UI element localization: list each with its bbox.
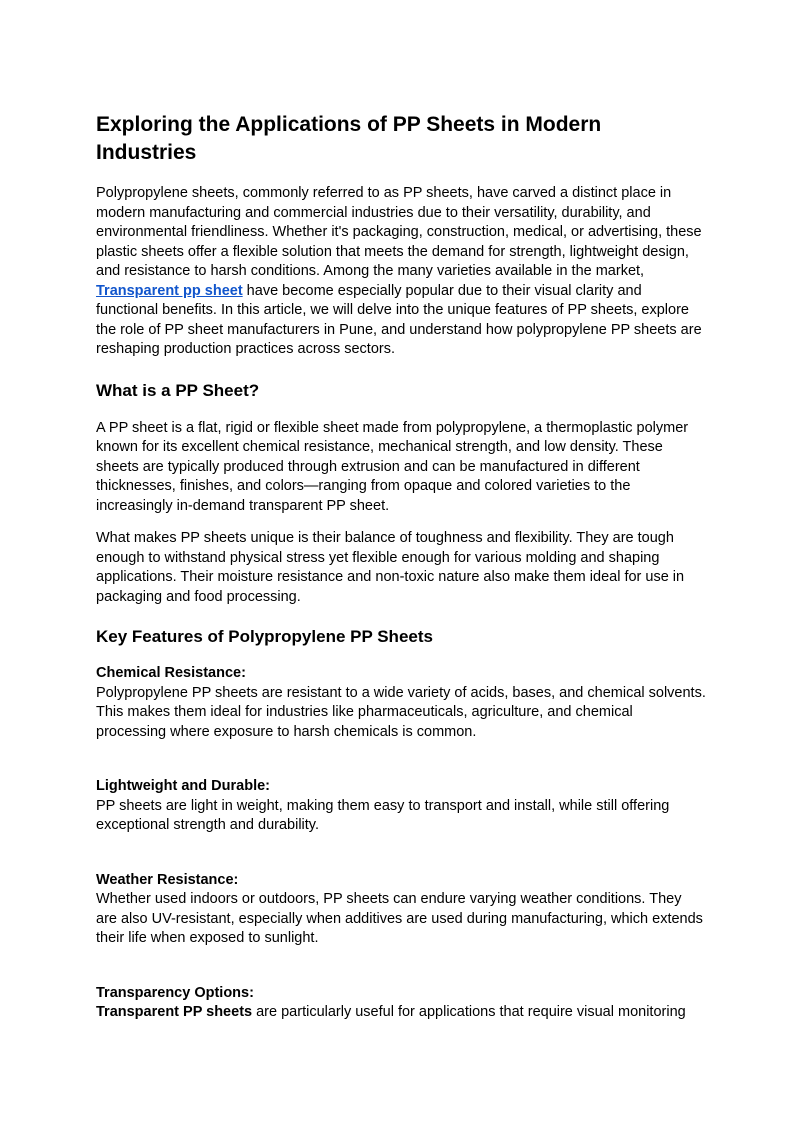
transparent-pp-sheet-link[interactable]: Transparent pp sheet	[96, 282, 243, 299]
what-is-paragraph-2: What makes PP sheets unique is their balance of toughness and flexibility. They are tough enough to withstand physical stress yet flexible enough for various molding and shaping applications. Their moisture resistance and non-toxic nature also make them ideal for use in packaging and food processing.	[96, 530, 685, 605]
intro-paragraph	[96, 184, 706, 360]
document-title: Exploring the Applications of PP Sheets in Modern Industries	[96, 113, 602, 164]
feature-title: Chemical Resistance:	[96, 665, 246, 681]
section-heading-key-features: Key Features of Polypropylene PP Sheets	[96, 627, 433, 646]
feature-text: Whether used indoors or outdoors, PP sheets can endure varying weather conditions. They are also UV-resistant, especially when additives are used during manufacturing, which extends their life when exposed to sunlight.	[96, 891, 703, 946]
feature-bold-lead: Transparent PP sheets	[96, 1004, 253, 1020]
feature-item-chemical	[96, 664, 706, 742]
feature-title: Transparency Options:	[96, 984, 254, 1001]
feature-title: Lightweight and Durable:	[96, 778, 270, 794]
document-page	[96, 111, 706, 1023]
feature-item-weather	[96, 871, 706, 949]
intro-text-after-link: have become especially popular due to their visual clarity and functional benefits. In this article, we will delve into the unique features of PP sheets, explore the role of PP sheet manufacturers in Pune, and understand how polypropylene PP sheets are reshaping production practices across sectors.	[96, 282, 702, 357]
feature-text	[96, 1003, 706, 1023]
feature-text: PP sheets are light in weight, making them easy to transport and install, while still offering exceptional strength and durability.	[96, 797, 670, 833]
feature-item-transparency	[96, 984, 706, 1023]
feature-title: Weather Resistance:	[96, 871, 239, 888]
section-heading-what-is: What is a PP Sheet?	[96, 380, 260, 400]
feature-text: Polypropylene PP sheets are resistant to a wide variety of acids, bases, and chemical solvents. This makes them ideal for industries like pharmaceuticals, agriculture, and chemical processing where exposure to harsh chemicals is common.	[96, 684, 706, 740]
intro-text-before-link: Polypropylene sheets, commonly referred to as PP sheets, have carved a distinct place in modern manufacturing and commercial industries due to their versatility, durability, and environmental friendliness. Whether it's packaging, construction, medical, or advertising, these plastic sheets offer a flexible solution that meets the demand for strength, lightweight design, and resistance to harsh conditions. Among the many varieties available in the market,	[96, 185, 702, 279]
feature-item-lightweight	[96, 777, 706, 836]
what-is-paragraph-1: A PP sheet is a flat, rigid or flexible sheet made from polypropylene, a thermoplastic polymer known for its excellent chemical resistance, mechanical strength, and low density. These sheets are typically produced through extrusion and can be manufactured in different thicknesses, finishes, and colors—ranging from opaque and colored varieties to the increasingly in-demand transparent PP sheet.	[96, 419, 689, 514]
feature-text-rest: are particularly useful for applications that require visual monitoring	[252, 1004, 686, 1020]
